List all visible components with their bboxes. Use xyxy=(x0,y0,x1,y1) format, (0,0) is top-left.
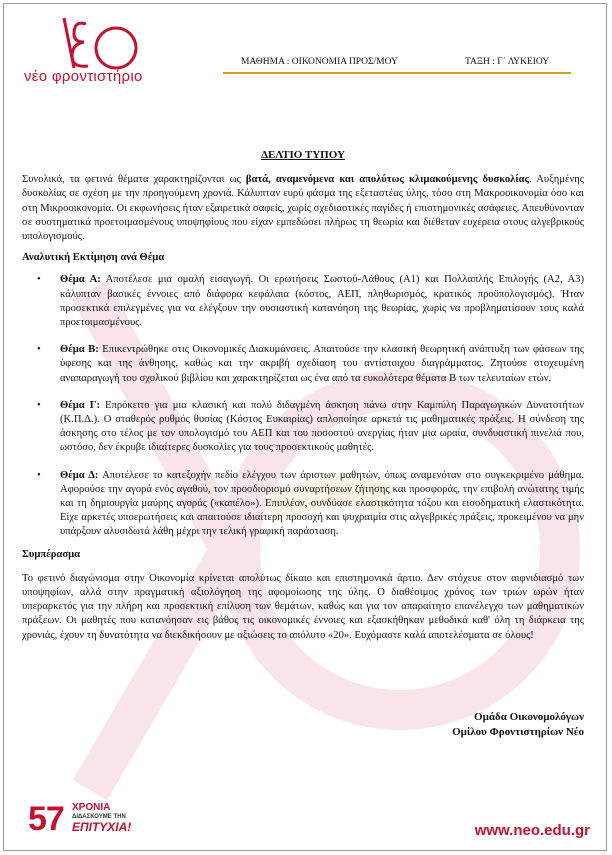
bullet-icon: • xyxy=(37,469,41,481)
intro-text-start: Συνολικά, τα φετινά θέματα χαρακτηρίζονται ως xyxy=(22,174,246,186)
topic-text: Αποτέλεσε το κατεξοχήν πεδίο ελέγχου των άριστων μαθητών, όπως αναμενόταν στο συγκεκριμένο μάθημα. Αφορούσε την αγορά ενός αγαθού, τον προσδιορισμό συναρτήσεων ζήτησης και προσφοράς, την επιβολή ανώτατης τιμής και τη δημιουργία μαύρης αγοράς («καπέλο»). Επιπλέον, συνδύασε ελαστικότητα τόξου και εισοδηματική ελαστικότητα. Είχε αρκετές υποερωτήσεις και απαιτούσε ιδιαίτερη προσοχή και ψυχραιμία στις αλγεβρικές πράξεις, προκειμένου να μην υπάρξουν αλυσιδωτά λάθη μέχρι την τελική γραφική παράσταση. xyxy=(60,469,584,538)
topic-item-a xyxy=(22,273,584,330)
topic-text: Αποτέλεσε μια ομαλή εισαγωγή. Οι ερωτήσεις Σωστού-Λάθους (Α1) και Πολλαπλής Επιλογής (Α2, Α3) κάλυπταν βασικές έννοιες από διάφορα κεφάλαια (κόστος, ΑΕΠ, πληθωρισμός, κρατικός προϋπολογισμός). Ήταν προσεκτικά επιλεγμένες για να ελέγξουν την ουσιαστική κατανόηση της θεωρίας, χωρίς να προβληματίσουν τους καλά προετοιμασμένους. xyxy=(60,274,584,329)
topic-item-d xyxy=(22,469,584,540)
bullet-icon: • xyxy=(37,399,41,411)
topic-label: Θέμα Β: xyxy=(60,344,99,356)
bullet-icon: • xyxy=(37,274,41,286)
topic-text: Επικεντρώθηκε στις Οικονομικές Διακυμάνσεις. Απαιτούσε την κλασική θεωρητική ανάπτυξη των φάσεων της ύφεσης και της άνθησης, καθώς και την ακριβή σχεδίαση του αντίστοιχου διαγράμματος. Ζητούσε στοχευμένη αναπαραγωγή του σχολικού βιβλίου και χαρακτηρίζεται ως ένα από τα ευκολότερα θέματα Β των τελευταίων ετών. xyxy=(60,344,584,384)
badge-line-success: ΕΠΙΤΥΧΙΑ! xyxy=(72,820,132,834)
intro-paragraph xyxy=(22,173,584,244)
topic-label: Θέμα Δ: xyxy=(60,469,99,481)
badge-number: 57 xyxy=(28,800,64,838)
conclusion-paragraph: Το φετινό διαγώνισμα στην Οικονομία κρίνεται απολύτως δίκαιο και επιστημονικά άρτιο. Δεν στόχευε στον αιφνιδιασμό των υποψηφίων, αλλά στην πραγματική αξιολόγηση της αφομοίωσης της ύλης. Ο διαθέσιμος χρόνος των τριών ωρών ήταν υπεραρκετός για την πλήρη και προσεκτική επίλυση των θεμάτων, καθώς και για τον απαραίτητο επανέλεγχο των μαθηματικών πράξεων. Οι μαθητές που κατανόησαν εις βάθος τις οικονομικές έννοιες και εξασκήθηκαν μεθοδικά καθ' όλη τη διάρκεια της χρονιάς, έχουν τη δυνατότητα να διεκδικήσουν με αξιώσεις το απόλυτο «20». Ευχόμαστε καλά αποτελέσματα σε όλους! xyxy=(22,572,584,641)
topic-list xyxy=(22,273,584,539)
signature-block xyxy=(452,710,584,740)
signature-line-org: Ομίλου Φροντιστηρίων Νέο xyxy=(452,726,584,738)
brand-name: νέο φροντιστήριο xyxy=(24,68,143,85)
topic-item-b xyxy=(22,343,584,386)
document-body xyxy=(22,148,584,643)
topic-item-c xyxy=(22,399,584,456)
document-title: ΔΕΛΤΙΟ ΤΥΠΟΥ xyxy=(261,149,345,161)
intro-emphasis: βατά, αναμενόμενα και απολύτως κλιμακούμενης δυσκολίας xyxy=(245,174,530,186)
topic-label: Θέμα Α: xyxy=(60,274,101,286)
grade-label: ΤΑΞΗ : Γ΄ ΛΥΚΕΙΟΥ xyxy=(465,57,550,67)
topic-label: Θέμα Γ: xyxy=(60,399,100,411)
subject-label: ΜΑΘΗΜΑ : ΟΙΚΟΝΟΜΙΑ ΠΡΟΣ/ΜΟΥ xyxy=(241,57,398,67)
website-link[interactable]: www.neo.edu.gr xyxy=(474,822,590,839)
bullet-icon: • xyxy=(37,344,41,356)
conclusion-heading: Συμπέρασμα xyxy=(22,548,81,560)
course-header xyxy=(223,54,571,74)
signature-line-team: Ομάδα Οικονομολόγων xyxy=(474,711,584,723)
badge-line-years: ΧΡΟΝΙΑ xyxy=(72,802,111,813)
badge-text xyxy=(72,803,131,834)
intro-text-end: . Αυξημένης δυσκολίας σε σχέση με την προηγούμενη χρονιά. Κάλυπταν ευρύ φάσμα της εξεταστέας ύλης, τόσο στη Μακροοικονομία όσο και στη Μικροοικονομία. Οι εκφωνήσεις ήταν εξαιρετικά σαφείς, χωρίς σχεδιαστικές παγίδες ή επιστημονικές ασάφειες. Απευθύνονταν σε συστηματικά προετοιμασμένους υποψηφίους που είχαν εμπεδώσει πλήρως τη θεωρία και διέθεταν ευχέρεια στους αλγεβρικούς υπολογισμούς. xyxy=(22,174,585,243)
analysis-heading: Αναλυτική Εκτίμηση ανά Θέμα xyxy=(22,252,165,264)
badge-line-teaching: ΔΙΔΑΣΚΟΥΜΕ ΤΗΝ xyxy=(72,814,126,820)
anniversary-badge xyxy=(28,800,148,838)
topic-text: Επρόκειτο για μια κλασική και πολύ διδαγμένη άσκηση πάνω στην Καμπύλη Παραγωγικών Δυνατοτήτων (Κ.Π.Δ.). Ο σταθερός ρυθμός θυσίας (Κόστος Ευκαιρίας) απλοποίησε αρκετά τις μαθηματικές πράξεις. Η σύνδεση της άσκησης στο τέλος με τον υπολογισμό του ΑΕΠ και του ποσοστού ανεργίας ήταν μια ωραία, συνδυαστική πινελιά που, ωστόσο, δεν έκρυβε ιδιαίτερες δυσκολίες για τους προσεκτικούς μαθητές. xyxy=(60,399,584,454)
